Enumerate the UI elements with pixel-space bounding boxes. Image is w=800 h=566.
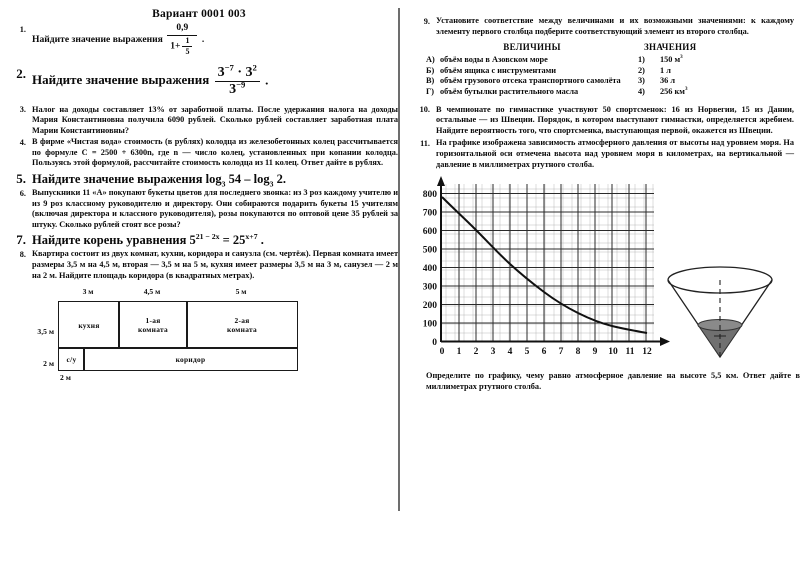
- fraction-denominator: [167, 36, 197, 56]
- apartment-plan: [0, 287, 398, 383]
- item-text: объём бутылки растительного масла: [440, 86, 579, 96]
- item-label: Б): [426, 65, 435, 75]
- den-exp: −9: [236, 78, 246, 89]
- svg-text:2: 2: [473, 347, 479, 358]
- room-label: коридор: [175, 354, 206, 364]
- log-2: log: [253, 172, 270, 187]
- plan-dim-top-2: 4,5 м: [143, 287, 161, 297]
- room-label: кухня: [78, 320, 100, 330]
- log-2-base: 3: [269, 179, 274, 189]
- value-text: 1 л: [660, 65, 671, 75]
- eq-base-2: 25: [232, 233, 246, 248]
- problem-number: 9.: [423, 16, 430, 26]
- value-label: 4): [638, 86, 645, 96]
- problem-10: [400, 105, 800, 137]
- plan-outline: [58, 301, 296, 369]
- item-label: Г): [426, 86, 435, 96]
- room-label-line2: комната: [226, 325, 258, 335]
- problem-3-text: Налог на доходы составляет 13% от заработной платы. После удержания налога на доходы Мария Константиновна получила 6090 рублей. Сколько рублей составляет заработная плата Марии Константиновны?: [32, 104, 398, 135]
- svg-text:7: 7: [558, 347, 564, 358]
- num-exp-1: −7: [224, 61, 234, 72]
- matching-right-header: ЗНАЧЕНИЯ: [644, 42, 697, 53]
- svg-text:400: 400: [422, 264, 437, 275]
- problem-1-period: .: [201, 33, 205, 45]
- cone-figure: [658, 262, 788, 362]
- chart-x-tick-labels: [440, 347, 652, 357]
- plan-dim-left-1: 3,5 м: [37, 327, 54, 337]
- problem-5: [0, 171, 398, 187]
- room-label-line1: 1-ая: [145, 316, 161, 326]
- matching-item: [426, 76, 638, 87]
- problem-6-text: Выпускники 11 «А» покупают букеты цветов для последнего звонка: из 3 роз каждому учителю и из 9 роз классному руководителю и директору. Они собираются подарить букеты 15 учителям (включая директора и классного руководителя), розы покупаются по оптовой цене 35 рублей за штуку. Сколько рублей стоят все розы?: [32, 188, 398, 229]
- log-1-arg: 54: [228, 172, 242, 187]
- svg-text:11: 11: [625, 347, 635, 358]
- svg-text:5: 5: [524, 347, 530, 358]
- plan-room-first: [118, 301, 188, 349]
- fraction-numerator: 0,9: [167, 24, 197, 36]
- problem-7-math: [189, 233, 263, 247]
- problem-5-math: [205, 172, 286, 189]
- problem-11-question: Определите по графику, чему равно атмосферное давление на высоте 5,5 км. Ответ дайте в миллиметрах ртутного столба.: [426, 371, 800, 391]
- page-title: Вариант 0001 003: [152, 8, 246, 20]
- svg-text:1: 1: [456, 347, 462, 358]
- plan-dim-bottom: 2 м: [60, 373, 71, 383]
- svg-text:0: 0: [439, 347, 445, 358]
- problem-2: [0, 61, 398, 97]
- plan-dim-left-2: 2 м: [43, 359, 54, 369]
- problem-2-lead: Найдите значение выражения: [32, 71, 210, 87]
- svg-text:10: 10: [608, 347, 618, 358]
- matching-left-header: ВЕЛИЧИНЫ: [503, 42, 561, 53]
- problem-number: 10.: [419, 105, 430, 115]
- problem-2-period: .: [265, 71, 269, 87]
- plan-room-kitchen: [58, 301, 120, 349]
- svg-text:12: 12: [642, 347, 652, 358]
- problem-number: 7.: [16, 232, 26, 248]
- svg-text:4: 4: [507, 347, 513, 358]
- item-label: А): [426, 55, 435, 65]
- value-text: 150 м: [660, 55, 681, 65]
- item-text: объём грузового отсека транспортного самолёта: [440, 76, 621, 86]
- inner-num: 1: [182, 37, 192, 47]
- value-item: [638, 66, 800, 77]
- problem-4: [0, 137, 398, 169]
- matching-item: [426, 55, 638, 66]
- svg-text:9: 9: [592, 347, 598, 358]
- right-column: [400, 0, 800, 566]
- matching-table: [426, 42, 800, 97]
- minus-sign: –: [244, 172, 251, 187]
- problem-11: [400, 138, 800, 170]
- svg-text:0: 0: [432, 338, 437, 349]
- den-base: 3: [229, 81, 237, 97]
- matching-right-column: [638, 42, 800, 97]
- value-label: 1): [638, 55, 645, 65]
- value-label: 3): [638, 76, 645, 86]
- problem-1-fraction: [167, 24, 197, 56]
- svg-text:8: 8: [575, 347, 581, 358]
- y-axis-arrow: [437, 176, 445, 186]
- left-column: [0, 0, 398, 566]
- fraction-denominator: [215, 78, 260, 97]
- svg-text:200: 200: [422, 301, 437, 312]
- problem-number: 2.: [16, 65, 26, 81]
- value-superscript: 3: [684, 86, 688, 93]
- value-item: [638, 87, 800, 98]
- problem-number: 1.: [19, 24, 26, 34]
- value-item: [638, 76, 800, 87]
- problem-number: 11.: [420, 138, 430, 148]
- matching-item: [426, 66, 638, 77]
- plan-room-corridor: [83, 347, 298, 371]
- svg-text:600: 600: [422, 227, 437, 238]
- problem-1: [0, 24, 398, 56]
- problem-number: 6.: [19, 188, 26, 198]
- matching-left-column: [426, 42, 638, 97]
- problem-8-text: Квартира состоит из двух комнат, кухни, коридора и санузла (см. чертёж). Первая комната имеет размеры 3,5 м на 4,5 м, вторая — 3,5 м на 5 м, кухня имеет размеры 3,5 м на 3 м, санузел — 2 м на 2 м. Найдите площадь коридора (в квадратных метрах).: [32, 249, 399, 280]
- matching-item: [426, 87, 638, 98]
- problem-1-lead: Найдите значение выражения: [32, 33, 163, 45]
- pressure-altitude-chart: [402, 174, 672, 366]
- problem-7-period: .: [260, 233, 264, 248]
- log-1: log: [205, 172, 222, 187]
- problem-number: 8.: [19, 249, 26, 259]
- item-text: объём воды в Азовском море: [440, 55, 548, 65]
- value-text: 36 л: [660, 76, 676, 86]
- room-label-line2: комната: [137, 325, 169, 335]
- item-label: В): [426, 76, 435, 86]
- eq-exp-1: 21 − 2x: [195, 232, 220, 242]
- svg-text:700: 700: [422, 208, 437, 219]
- chart-minor-grid: [441, 184, 654, 342]
- problem-9-text: Установите соответствие между величинами и их возможными значениями: к каждому элементу первого столбца подберите соответствующий элемент из второго столбца.: [436, 16, 794, 36]
- value-superscript: 3: [680, 54, 683, 61]
- inner-fraction: [182, 37, 192, 56]
- den-integer: 1: [170, 41, 176, 52]
- problem-number: 4.: [19, 137, 26, 147]
- num-exp-2: 2: [252, 61, 257, 72]
- problem-8: [0, 249, 398, 281]
- plan-room-bathroom: [58, 347, 85, 371]
- plan-room-second: [186, 301, 298, 349]
- problem-5-lead: Найдите значение выражения: [32, 172, 203, 187]
- svg-text:300: 300: [422, 282, 437, 293]
- mult-dot: ·: [237, 64, 243, 80]
- value-item: [638, 55, 800, 66]
- svg-text:3: 3: [490, 347, 496, 358]
- problem-11-text: На графике изображена зависимость атмосферного давления от высоты над уровнем моря. На горизонтальной оси отмечена высота над уровнем моря в километрах, на вертикальной — давление в миллиметрах ртутного столба.: [436, 138, 794, 169]
- problem-10-text: В чемпионате по гимнастике участвуют 50 спортсменок: 16 из Норвегии, 15 из Дании, остальные — из Швеции. Порядок, в котором выступают гимнастки, определяется жребием. Найдите вероятность того, что спортсменка, выступающая первой, окажется из Швеции.: [436, 104, 794, 135]
- problem-3: [0, 105, 398, 137]
- inner-den: 5: [185, 46, 190, 56]
- plan-dim-top-3: 5 м: [235, 287, 247, 297]
- problem-6: [0, 188, 398, 230]
- log-1-base: 3: [221, 179, 226, 189]
- svg-text:6: 6: [541, 347, 547, 358]
- svg-text:500: 500: [422, 245, 437, 256]
- num-base-1: 3: [217, 64, 225, 80]
- svg-text:100: 100: [422, 319, 437, 330]
- problem-number: 5.: [16, 171, 26, 187]
- value-label: 2): [638, 65, 645, 75]
- chart-y-tick-labels: [423, 190, 438, 348]
- problem-2-fraction: [215, 61, 260, 97]
- num-base-2: 3: [245, 64, 253, 80]
- item-text: объём ящика с инструментами: [440, 65, 557, 75]
- problem-number: 3.: [19, 105, 26, 114]
- log-2-arg: 2: [276, 172, 283, 187]
- room-label: с/у: [66, 354, 77, 364]
- problem-7-lead: Найдите корень уравнения: [32, 233, 187, 248]
- eq-base-1: 5: [189, 233, 196, 248]
- svg-text:800: 800: [422, 190, 437, 201]
- chart-and-figure: [400, 174, 800, 369]
- problem-5-period: .: [282, 172, 286, 187]
- problem-4-text: В фирме «Чистая вода» стоимость (в рублях) колодца из железобетонных колец рассчитывается по формуле С = 2500 + 6300n, где n — число колец, установленных при копании колодца. Пользуясь этой формулой, рассчитайте стоимость колодца из 11 колец. Ответ дайте в рублях.: [32, 137, 398, 168]
- eq-exp-2: x+7: [245, 232, 258, 242]
- equals-sign: =: [222, 233, 230, 248]
- plan-dim-top-1: 3 м: [82, 287, 94, 297]
- value-text: 256 км: [660, 86, 685, 96]
- problem-7: [0, 232, 398, 248]
- den-plus: +: [175, 41, 181, 52]
- problem-9: [400, 16, 800, 37]
- room-label-line1: 2-ая: [234, 316, 250, 326]
